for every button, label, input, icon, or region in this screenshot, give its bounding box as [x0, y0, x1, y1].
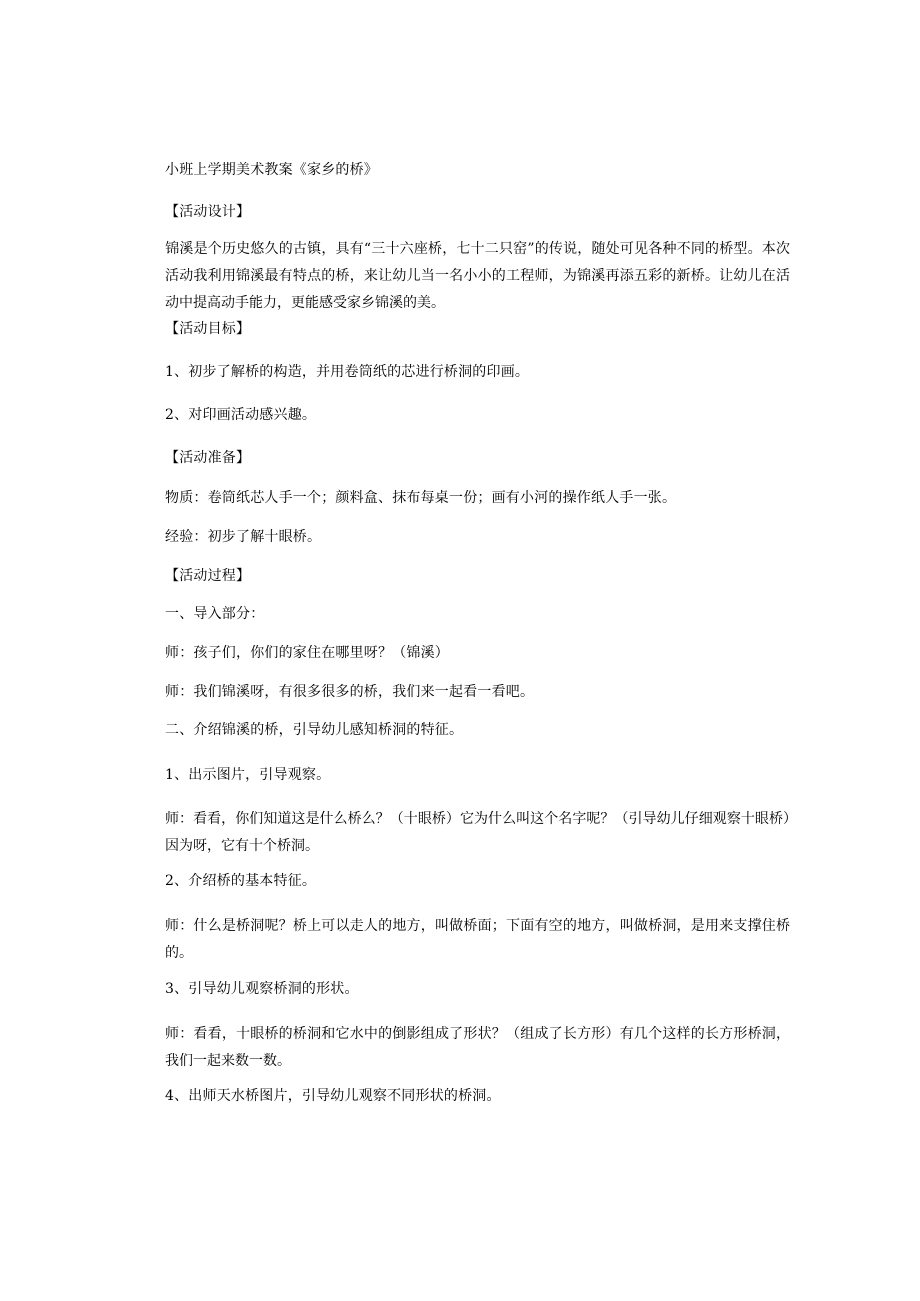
step-2-paragraph [165, 913, 790, 967]
goal-item-2: 2、对印画活动感兴趣。 [165, 407, 317, 423]
step-1-paragraph [165, 806, 790, 860]
goal-item-1: 1、初步了解桥的构造，并用卷筒纸的芯进行桥洞的印画。 [165, 364, 530, 380]
step-1-heading: 1、出示图片，引导观察。 [165, 767, 331, 783]
paragraph-design [165, 236, 790, 317]
section-heading-design: 【活动设计】 [165, 204, 251, 220]
step-3-paragraph [165, 1021, 790, 1075]
prep-material: 物质：卷筒纸芯人手一个；颜料盒、抹布每桌一份；画有小河的操作纸人手一张。 [165, 490, 677, 506]
prep-experience: 经验：初步了解十眼桥。 [165, 529, 322, 545]
section-heading-goal: 【活动目标】 [165, 321, 251, 337]
step-2-paragraph-text: 师：什么是桥洞呢？桥上可以走人的地方，叫做桥面；下面有空的地方，叫做桥洞，是用来支撑住桥的。 [165, 918, 790, 961]
step-3-heading: 3、引导幼儿观察桥洞的形状。 [165, 981, 359, 997]
teacher-line-1: 师：孩子们，你们的家住在哪里呀？（锦溪） [165, 645, 449, 661]
step-4-heading: 4、出师天水桥图片，引导幼儿观察不同形状的桥洞。 [165, 1088, 501, 1104]
section-heading-prep: 【活动准备】 [165, 450, 251, 466]
process-part-1: 一、导入部分： [165, 606, 265, 622]
step-2-heading: 2、介绍桥的基本特征。 [165, 873, 317, 889]
teacher-line-2: 师：我们锦溪呀，有很多很多的桥，我们来一起看一看吧。 [165, 684, 535, 700]
section-heading-process: 【活动过程】 [165, 568, 251, 584]
step-3-paragraph-text: 师：看看，十眼桥的桥洞和它水中的倒影组成了形状？（组成了长方形）有几个这样的长方形桥洞，我们一起来数一数。 [165, 1026, 790, 1069]
step-1-paragraph-text: 师：看看，你们知道这是什么桥么？（十眼桥）它为什么叫这个名字呢？（引导幼儿仔细观察十眼桥）因为呀，它有十个桥洞。 [165, 811, 790, 854]
document-title: 小班上学期美术教案《家乡的桥》 [165, 162, 378, 178]
process-part-2: 二、介绍锦溪的桥，引导幼儿感知桥洞的特征。 [165, 722, 464, 738]
paragraph-design-text: 锦溪是个历史悠久的古镇，具有“三十六座桥，七十二只窑”的传说，随处可见各种不同的桥型。本次活动我利用锦溪最有特点的桥，来让幼儿当一名小小的工程师，为锦溪再添五彩的新桥。让幼儿在活动中提高动手能力，更能感受家乡锦溪的美。 [165, 241, 790, 311]
